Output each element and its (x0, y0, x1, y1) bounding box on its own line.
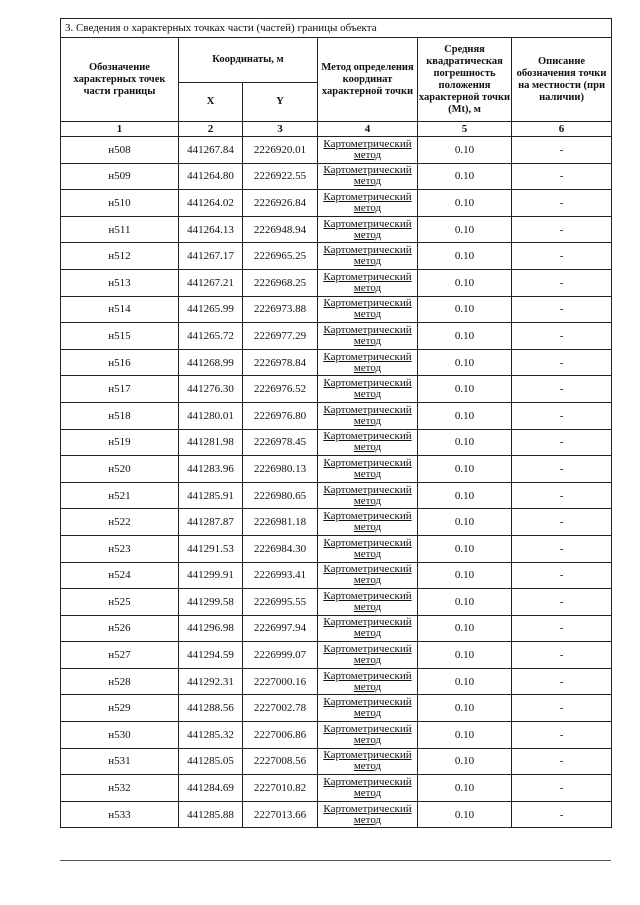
method-cell (318, 163, 418, 190)
document-page (60, 18, 611, 828)
method-cell (318, 775, 418, 802)
method-text-line2: метод (353, 813, 382, 826)
description-cell: - (512, 801, 612, 828)
mean-error-cell: 0.10 (418, 269, 512, 296)
y-coordinate-cell: 2227000.16 (243, 668, 318, 695)
y-coordinate-cell: 2226981.18 (243, 509, 318, 536)
table-row (61, 775, 612, 802)
method-text-line1: Картометрический (323, 137, 412, 150)
y-coordinate-cell: 2226920.01 (243, 137, 318, 164)
y-coordinate-cell: 2226993.41 (243, 562, 318, 589)
method-cell (318, 137, 418, 164)
y-coordinate-cell: 2227008.56 (243, 748, 318, 775)
x-coordinate-cell: 441299.58 (179, 589, 243, 616)
x-coordinate-cell: 441288.56 (179, 695, 243, 722)
mean-error-cell: 0.10 (418, 589, 512, 616)
description-cell: - (512, 402, 612, 429)
description-cell: - (512, 243, 612, 270)
method-cell (318, 801, 418, 828)
point-cell: н514 (61, 296, 179, 323)
method-text-line2: метод (353, 654, 382, 667)
method-text-line2: метод (353, 388, 382, 401)
point-cell: н510 (61, 190, 179, 217)
y-coordinate-cell: 2226922.55 (243, 163, 318, 190)
header-x: X (179, 83, 243, 122)
mean-error-cell: 0.10 (418, 695, 512, 722)
table-row (61, 190, 612, 217)
y-coordinate-cell: 2226976.52 (243, 376, 318, 403)
mean-error-cell: 0.10 (418, 562, 512, 589)
y-coordinate-cell: 2226984.30 (243, 535, 318, 562)
description-cell: - (512, 589, 612, 616)
method-cell (318, 695, 418, 722)
point-cell: н526 (61, 615, 179, 642)
footer-divider (60, 860, 611, 861)
point-cell: н528 (61, 668, 179, 695)
mean-error-cell: 0.10 (418, 243, 512, 270)
method-cell (318, 509, 418, 536)
y-coordinate-cell: 2226968.25 (243, 269, 318, 296)
column-number: 2 (179, 122, 243, 137)
y-coordinate-cell: 2226978.84 (243, 349, 318, 376)
point-cell: н518 (61, 402, 179, 429)
y-coordinate-cell: 2226977.29 (243, 323, 318, 350)
description-cell: - (512, 269, 612, 296)
y-coordinate-cell: 2226980.65 (243, 482, 318, 509)
table-row (61, 456, 612, 483)
point-cell: н532 (61, 775, 179, 802)
mean-error-cell: 0.10 (418, 509, 512, 536)
table-row (61, 589, 612, 616)
description-cell: - (512, 456, 612, 483)
header-mean-error: Средняя квадратическая погрешность положения характерной точки (Mt), м (418, 38, 512, 122)
table-row (61, 243, 612, 270)
method-text-line2: метод (353, 308, 382, 321)
method-text-line1: Картометрический (323, 456, 412, 469)
y-coordinate-cell: 2226973.88 (243, 296, 318, 323)
method-cell (318, 269, 418, 296)
point-cell: н524 (61, 562, 179, 589)
point-cell: н517 (61, 376, 179, 403)
method-cell (318, 349, 418, 376)
point-cell: н523 (61, 535, 179, 562)
table-row (61, 509, 612, 536)
y-coordinate-cell: 2226997.94 (243, 615, 318, 642)
y-coordinate-cell: 2227002.78 (243, 695, 318, 722)
table-row (61, 482, 612, 509)
table-row (61, 801, 612, 828)
point-cell: н520 (61, 456, 179, 483)
method-text-line2: метод (353, 547, 382, 560)
method-text-line1: Картометрический (323, 270, 412, 283)
description-cell: - (512, 323, 612, 350)
table-row (61, 615, 612, 642)
point-cell: н516 (61, 349, 179, 376)
method-cell (318, 376, 418, 403)
x-coordinate-cell: 441281.98 (179, 429, 243, 456)
description-cell: - (512, 748, 612, 775)
point-cell: н512 (61, 243, 179, 270)
point-cell: н530 (61, 722, 179, 749)
y-coordinate-cell: 2226948.94 (243, 216, 318, 243)
x-coordinate-cell: 441267.17 (179, 243, 243, 270)
method-text-line2: метод (353, 334, 382, 347)
method-cell (318, 402, 418, 429)
description-cell: - (512, 429, 612, 456)
method-text-line1: Картометрический (323, 430, 412, 443)
x-coordinate-cell: 441267.84 (179, 137, 243, 164)
table-row (61, 562, 612, 589)
method-text-line1: Картометрический (323, 589, 412, 602)
description-cell: - (512, 190, 612, 217)
y-coordinate-cell: 2226995.55 (243, 589, 318, 616)
description-cell: - (512, 296, 612, 323)
header-coordinates: Координаты, м (179, 38, 318, 83)
method-cell (318, 615, 418, 642)
y-coordinate-cell: 2226999.07 (243, 642, 318, 669)
description-cell: - (512, 668, 612, 695)
point-cell: н529 (61, 695, 179, 722)
method-cell (318, 482, 418, 509)
x-coordinate-cell: 441268.99 (179, 349, 243, 376)
point-cell: н521 (61, 482, 179, 509)
description-cell: - (512, 137, 612, 164)
mean-error-cell: 0.10 (418, 323, 512, 350)
method-cell (318, 535, 418, 562)
method-text-line1: Картометрический (323, 563, 412, 576)
method-cell (318, 589, 418, 616)
description-cell: - (512, 562, 612, 589)
x-coordinate-cell: 441285.91 (179, 482, 243, 509)
description-cell: - (512, 509, 612, 536)
column-number: 3 (243, 122, 318, 137)
x-coordinate-cell: 441265.72 (179, 323, 243, 350)
description-cell: - (512, 349, 612, 376)
method-text-line1: Картометрический (323, 696, 412, 709)
method-text-line2: метод (353, 467, 382, 480)
x-coordinate-cell: 441285.88 (179, 801, 243, 828)
point-cell: н511 (61, 216, 179, 243)
mean-error-cell: 0.10 (418, 190, 512, 217)
point-cell: н531 (61, 748, 179, 775)
mean-error-cell: 0.10 (418, 748, 512, 775)
table-row (61, 269, 612, 296)
column-number: 1 (61, 122, 179, 137)
method-text-line1: Картометрический (323, 244, 412, 257)
table-row (61, 349, 612, 376)
method-cell (318, 243, 418, 270)
mean-error-cell: 0.10 (418, 163, 512, 190)
table-row (61, 376, 612, 403)
method-cell (318, 642, 418, 669)
x-coordinate-cell: 441285.05 (179, 748, 243, 775)
method-text-line2: метод (353, 361, 382, 374)
method-text-line1: Картометрический (323, 776, 412, 789)
x-coordinate-cell: 441283.96 (179, 456, 243, 483)
method-text-line1: Картометрический (323, 350, 412, 363)
header-description: Описание обозначения точки на местности (при наличии) (512, 38, 612, 122)
description-cell: - (512, 216, 612, 243)
x-coordinate-cell: 441296.98 (179, 615, 243, 642)
method-text-line1: Картометрический (323, 190, 412, 203)
method-text-line1: Картометрический (323, 483, 412, 496)
header-point-designation: Обозначение характерных точек части границы (61, 38, 179, 122)
y-coordinate-cell: 2226980.13 (243, 456, 318, 483)
point-cell: н519 (61, 429, 179, 456)
y-coordinate-cell: 2226976.80 (243, 402, 318, 429)
x-coordinate-cell: 441264.13 (179, 216, 243, 243)
mean-error-cell: 0.10 (418, 456, 512, 483)
point-cell: н533 (61, 801, 179, 828)
mean-error-cell: 0.10 (418, 349, 512, 376)
x-coordinate-cell: 441264.02 (179, 190, 243, 217)
x-coordinate-cell: 441294.59 (179, 642, 243, 669)
method-text-line2: метод (353, 255, 382, 268)
method-text-line2: метод (353, 707, 382, 720)
method-text-line2: метод (353, 760, 382, 773)
column-number: 5 (418, 122, 512, 137)
mean-error-cell: 0.10 (418, 642, 512, 669)
table-row (61, 722, 612, 749)
method-cell (318, 323, 418, 350)
table-row (61, 163, 612, 190)
method-text-line2: метод (353, 521, 382, 534)
method-cell (318, 748, 418, 775)
method-text-line1: Картометрический (323, 669, 412, 682)
table-row (61, 323, 612, 350)
method-cell (318, 429, 418, 456)
x-coordinate-cell: 441264.80 (179, 163, 243, 190)
mean-error-cell: 0.10 (418, 376, 512, 403)
method-text-line2: метод (353, 494, 382, 507)
description-cell: - (512, 722, 612, 749)
method-cell (318, 456, 418, 483)
method-cell (318, 722, 418, 749)
point-cell: н525 (61, 589, 179, 616)
y-coordinate-cell: 2227006.86 (243, 722, 318, 749)
method-text-line1: Картометрический (323, 403, 412, 416)
mean-error-cell: 0.10 (418, 137, 512, 164)
mean-error-cell: 0.10 (418, 775, 512, 802)
y-coordinate-cell: 2226926.84 (243, 190, 318, 217)
method-cell (318, 296, 418, 323)
mean-error-cell: 0.10 (418, 615, 512, 642)
x-coordinate-cell: 441276.30 (179, 376, 243, 403)
method-cell (318, 190, 418, 217)
method-cell (318, 562, 418, 589)
mean-error-cell: 0.10 (418, 535, 512, 562)
x-coordinate-cell: 441291.53 (179, 535, 243, 562)
table-row (61, 137, 612, 164)
method-text-line1: Картометрический (323, 749, 412, 762)
table-row (61, 296, 612, 323)
method-text-line1: Картометрический (323, 164, 412, 177)
method-text-line1: Картометрический (323, 802, 412, 815)
table-row (61, 535, 612, 562)
method-text-line2: метод (353, 414, 382, 427)
mean-error-cell: 0.10 (418, 296, 512, 323)
description-cell: - (512, 482, 612, 509)
mean-error-cell: 0.10 (418, 429, 512, 456)
method-text-line1: Картометрический (323, 377, 412, 390)
x-coordinate-cell: 441287.87 (179, 509, 243, 536)
method-text-line1: Картометрический (323, 722, 412, 735)
description-cell: - (512, 642, 612, 669)
method-text-line1: Картометрический (323, 323, 412, 336)
point-cell: н515 (61, 323, 179, 350)
method-text-line2: метод (353, 787, 382, 800)
method-text-line2: метод (353, 680, 382, 693)
point-cell: н508 (61, 137, 179, 164)
method-text-line2: метод (353, 228, 382, 241)
method-text-line2: метод (353, 441, 382, 454)
y-coordinate-cell: 2226965.25 (243, 243, 318, 270)
table-row (61, 216, 612, 243)
method-text-line2: метод (353, 627, 382, 640)
x-coordinate-cell: 441292.31 (179, 668, 243, 695)
method-text-line1: Картометрический (323, 643, 412, 656)
description-cell: - (512, 376, 612, 403)
column-number: 6 (512, 122, 612, 137)
x-coordinate-cell: 441284.69 (179, 775, 243, 802)
method-text-line1: Картометрический (323, 217, 412, 230)
boundary-points-table (60, 18, 612, 828)
x-coordinate-cell: 441285.32 (179, 722, 243, 749)
description-cell: - (512, 163, 612, 190)
description-cell: - (512, 535, 612, 562)
x-coordinate-cell: 441265.99 (179, 296, 243, 323)
y-coordinate-cell: 2226978.45 (243, 429, 318, 456)
description-cell: - (512, 775, 612, 802)
header-method: Метод определения координат характерной точки (318, 38, 418, 122)
method-cell (318, 216, 418, 243)
x-coordinate-cell: 441299.91 (179, 562, 243, 589)
mean-error-cell: 0.10 (418, 402, 512, 429)
table-body (61, 137, 612, 828)
mean-error-cell: 0.10 (418, 216, 512, 243)
table-row (61, 402, 612, 429)
table-row (61, 429, 612, 456)
mean-error-cell: 0.10 (418, 722, 512, 749)
column-number: 4 (318, 122, 418, 137)
point-cell: н509 (61, 163, 179, 190)
point-cell: н513 (61, 269, 179, 296)
method-text-line2: метод (353, 574, 382, 587)
method-text-line2: метод (353, 733, 382, 746)
method-cell (318, 668, 418, 695)
method-text-line2: метод (353, 600, 382, 613)
mean-error-cell: 0.10 (418, 668, 512, 695)
header-y: Y (243, 83, 318, 122)
method-text-line2: метод (353, 175, 382, 188)
description-cell: - (512, 615, 612, 642)
x-coordinate-cell: 441280.01 (179, 402, 243, 429)
point-cell: н522 (61, 509, 179, 536)
section-title: 3. Сведения о характерных точках части (частей) границы объекта (61, 19, 612, 38)
y-coordinate-cell: 2227010.82 (243, 775, 318, 802)
method-text-line1: Картометрический (323, 536, 412, 549)
method-text-line2: метод (353, 201, 382, 214)
description-cell: - (512, 695, 612, 722)
point-cell: н527 (61, 642, 179, 669)
table-row (61, 668, 612, 695)
mean-error-cell: 0.10 (418, 482, 512, 509)
y-coordinate-cell: 2227013.66 (243, 801, 318, 828)
method-text-line1: Картометрический (323, 510, 412, 523)
method-text-line2: метод (353, 148, 382, 161)
method-text-line1: Картометрический (323, 616, 412, 629)
method-text-line1: Картометрический (323, 297, 412, 310)
table-row (61, 642, 612, 669)
table-row (61, 695, 612, 722)
method-text-line2: метод (353, 281, 382, 294)
mean-error-cell: 0.10 (418, 801, 512, 828)
x-coordinate-cell: 441267.21 (179, 269, 243, 296)
table-row (61, 748, 612, 775)
